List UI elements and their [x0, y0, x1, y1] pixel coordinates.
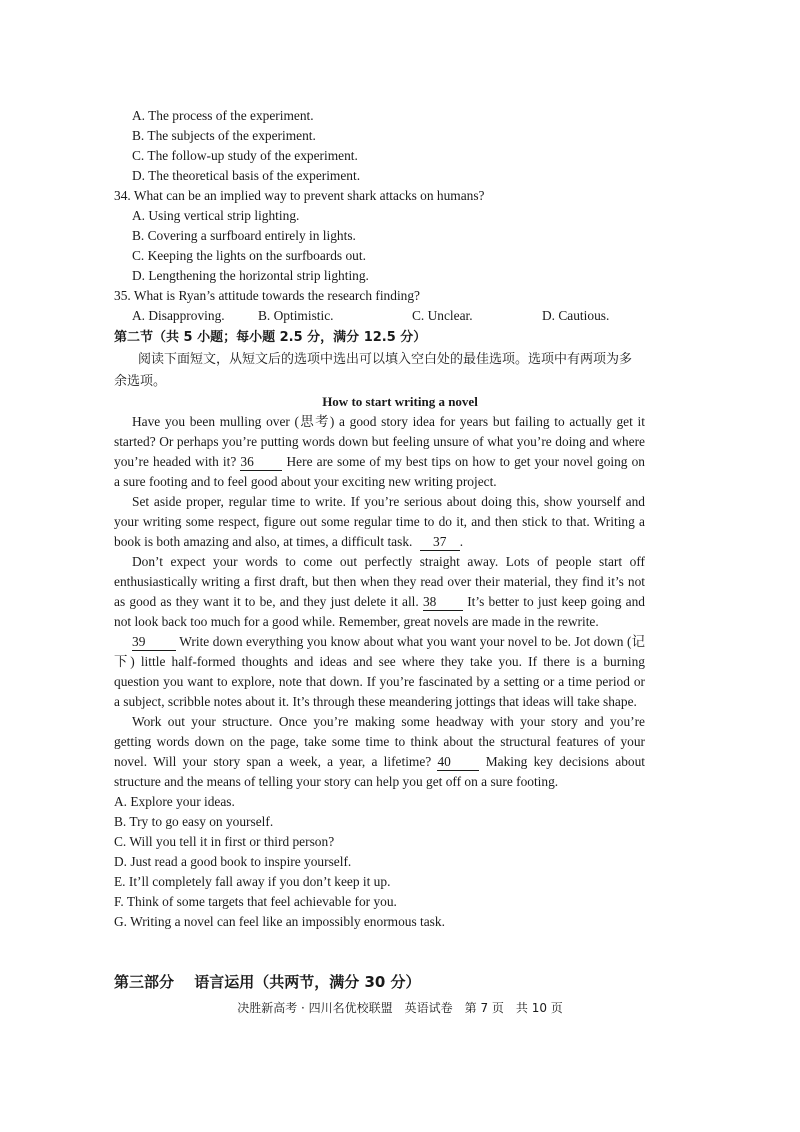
q35-option-b: B. Optimistic.: [258, 308, 334, 323]
choice-d: D. Just read a good book to inspire yourself.: [114, 854, 352, 869]
q33-option-c: C. The follow-up study of the experiment.: [132, 148, 358, 163]
section2-instruction-line2: 余选项。: [114, 374, 167, 389]
part3-heading: 第三部分 语言运用（共两节，满分 30 分）: [114, 973, 421, 991]
passage-p2-line3-text: book is both amazing and also, at times, a difficult task.: [114, 534, 413, 549]
passage-p5-line4: structure and the means of telling your story can help you get off on a sure footing.: [114, 774, 559, 789]
passage-p3-line3-start: as good as they want it to be, and they just delete it all.: [114, 594, 419, 609]
q34-option-a: A. Using vertical strip lighting.: [132, 208, 300, 223]
passage-title: How to start writing a novel: [322, 394, 478, 409]
passage-p4-line4: a subject, scribble notes about it. It’s through these meandering jottings that ideas will take shape.: [114, 694, 637, 709]
passage-p2-line1: Set aside proper, regular time to write. If you’re serious about doing this, show yourself and: [132, 494, 645, 509]
blank-36[interactable]: 36: [240, 454, 282, 471]
section2-heading: 第二节（共 5 小题；每小题 2.5 分，满分 12.5 分）: [114, 330, 427, 345]
q35-option-c: C. Unclear.: [412, 308, 473, 323]
q34-stem: 34. What can be an implied way to prevent shark attacks on humans?: [114, 188, 485, 203]
passage-p3-line2: enthusiastically writing a first draft, but then when they read over their material, they find it’s not: [114, 574, 645, 589]
passage-p4-line2: 下) little half-formed thoughts and ideas and see where they take you. If there is a burning: [114, 654, 645, 669]
passage-p5-line2: getting words down on the page, take some time to think about the structural features of your: [114, 734, 645, 749]
q35-option-a: A. Disapproving.: [132, 308, 225, 323]
passage-p1-line1: Have you been mulling over (思考) a good story idea for years but failing to actually get it: [132, 414, 645, 429]
passage-p1-line2: started? Or perhaps you’re putting words down but feeling unsure of what you’re doing and where: [114, 434, 645, 449]
passage-p5-line3-start: novel. Will your story span a week, a year, a lifetime?: [114, 754, 432, 769]
blank-38[interactable]: 38: [423, 594, 463, 611]
q34-option-c: C. Keeping the lights on the surfboards out.: [132, 248, 366, 263]
blank-37[interactable]: 37: [420, 534, 460, 551]
passage-p3-line4: not look back too much for a good while. Remember, great novels are made in the rewrite.: [114, 614, 599, 629]
blank-40[interactable]: 40: [437, 754, 479, 771]
passage-p3-line3-end: It’s better to just keep going and: [467, 594, 646, 609]
passage-p2-line3: book is both amazing and also, at times, a difficult task. 37 .: [114, 534, 464, 549]
passage-p3-line3: [114, 592, 645, 612]
q35-option-d: D. Cautious.: [542, 308, 610, 323]
page-footer: 决胜新高考 · 四川名优校联盟 英语试卷 第 7 页 共 10 页: [237, 1001, 563, 1015]
passage-p5-line3-end: Making key decisions about: [485, 754, 645, 769]
q35-stem: 35. What is Ryan’s attitude towards the research finding?: [114, 288, 421, 303]
q34-option-b: B. Covering a surfboard entirely in lights.: [132, 228, 356, 243]
choice-f: F. Think of some targets that feel achievable for you.: [114, 894, 397, 909]
passage-p1-line3: [114, 452, 645, 472]
blank-39[interactable]: 39: [132, 634, 176, 651]
choice-e: E. It’ll completely fall away if you don’t keep it up.: [114, 874, 391, 889]
passage-p3-line1: Don’t expect your words to come out perfectly straight away. Lots of people start off: [132, 554, 645, 569]
passage-p2-line2: your writing some respect, figure out some regular time to do it, and then stick to that. Writing a: [114, 514, 645, 529]
q34-option-d: D. Lengthening the horizontal strip lighting.: [132, 268, 369, 283]
q35-options-row: [0, 306, 800, 326]
passage-p5-line3: [114, 752, 645, 772]
q33-option-a: A. The process of the experiment.: [132, 108, 314, 123]
passage-p1-line4: a sure footing and to feel good about your exciting new writing project.: [114, 474, 497, 489]
passage-p1-line3-start: you’re headed with it?: [114, 454, 237, 469]
q33-option-d: D. The theoretical basis of the experiment.: [132, 168, 361, 183]
q33-option-b: B. The subjects of the experiment.: [132, 128, 316, 143]
passage-p4-line1-text: Write down everything you know about what you want your novel to be. Jot down (记: [179, 634, 645, 649]
passage-p5-line1: Work out your structure. Once you’re making some headway with your story and you’re: [132, 714, 645, 729]
passage-p4-line3: question you want to explore, note that down. If you’re fascinated by a setting or a time period or: [114, 674, 645, 689]
choice-c: C. Will you tell it in first or third person?: [114, 834, 335, 849]
choice-b: B. Try to go easy on yourself.: [114, 814, 274, 829]
passage-p1-line3-end: Here are some of my best tips on how to get your novel going on: [286, 454, 645, 469]
choice-g: G. Writing a novel can feel like an impossibly enormous task.: [114, 914, 445, 929]
section2-instruction-line1: 阅读下面短文，从短文后的选项中选出可以填入空白处的最佳选项。选项中有两项为多: [138, 352, 633, 367]
passage-p4-line1: [132, 632, 645, 652]
choice-a: A. Explore your ideas.: [114, 794, 235, 809]
